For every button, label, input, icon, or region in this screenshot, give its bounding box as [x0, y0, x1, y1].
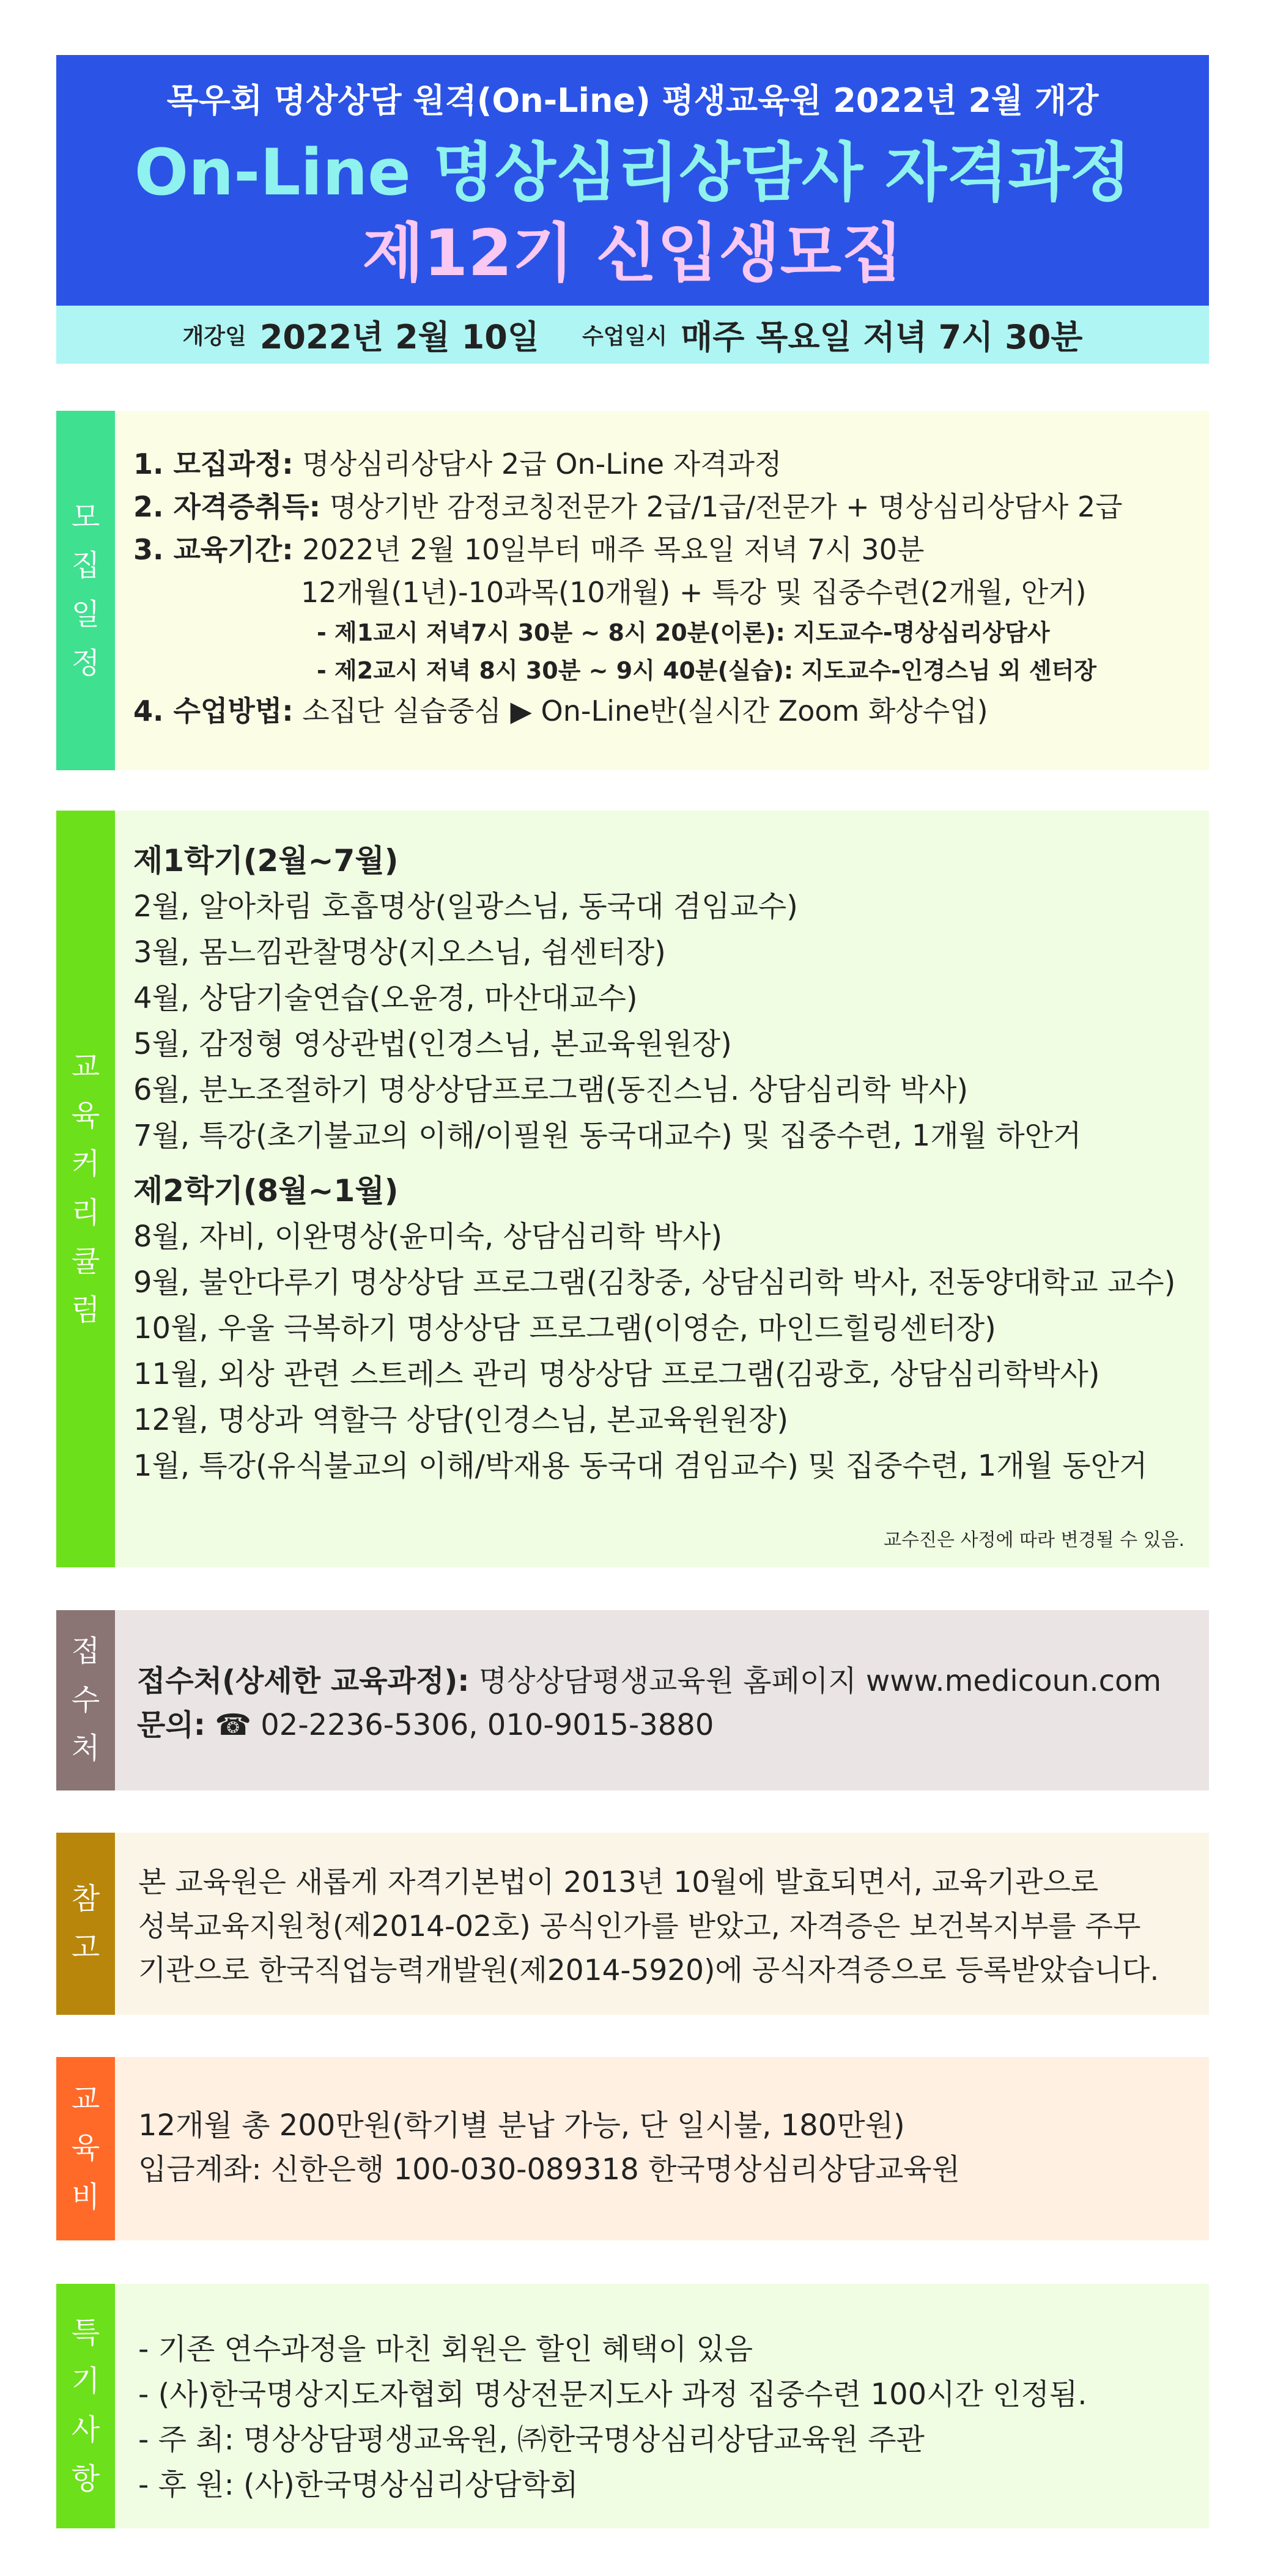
curriculum-content	[115, 811, 1209, 1567]
reference-line: 성북교육지원청(제2014-02호) 공식인가를 받았고, 자격증은 보건복지부를 주무	[138, 1910, 1141, 1943]
class-time-label: 수업일시	[582, 324, 668, 349]
reference-side-label: 참 고	[56, 1833, 115, 2015]
curriculum-side-label: 교 육 커 리 큘 럼	[56, 811, 115, 1567]
header-banner	[56, 55, 1209, 306]
list-item: 2월, 알아차림 호흡명상(일광스님, 동국대 겸임교수)	[133, 889, 798, 924]
list-item: 8월, 자비, 이완명상(윤미숙, 상담심리학 박사)	[133, 1220, 723, 1254]
reference-line: 기관으로 한국직업능력개발원(제2014-5920)에 공식자격증으로 등록받았습니다.	[138, 1954, 1159, 1987]
list-item: - 기존 연수과정을 마친 회원은 할인 혜택이 있음	[138, 2332, 753, 2366]
recruit-schedule-section	[56, 411, 1209, 770]
header-subtitle: 목우회 명상상담 원격(On-Line) 평생교육원 2022년 2월 개강	[166, 81, 1099, 120]
list-item: 11월, 외상 관련 스트레스 관리 명상상담 프로그램(김광호, 상담심리학박사)	[133, 1357, 1100, 1391]
apply-contact-row: 문의: ☎ 02-2236-5306, 010-9015-3880	[137, 1708, 714, 1742]
tuition-side-label: 교 육 비	[56, 2057, 115, 2240]
recruit-content	[115, 411, 1209, 770]
course-row: 1. 모집과정: 명상심리상담사 2급 On-Line 자격과정	[133, 447, 782, 480]
tuition-content	[115, 2057, 1209, 2240]
list-item: 10월, 우울 극복하기 명상상담 프로그램(이영순, 마인드힐링센터장)	[133, 1311, 996, 1345]
list-item: 6월, 분노조절하기 명상상담프로그램(동진스님. 상담심리학 박사)	[133, 1073, 969, 1107]
apply-place-row: 접수처(상세한 교육과정): 명상상담평생교육원 홈페이지 www.medicoun.com	[137, 1664, 1162, 1698]
header-title: On-Line 명상심리상담사 자격과정	[134, 135, 1131, 210]
class2-detail: - 제2교시 저녁 8시 30분 ~ 9시 40분(실습): 지도교수-인경스님 외 센터장	[317, 657, 1096, 684]
list-item: - 주 최: 명상상담평생교육원, ㈜한국명상심리상담교육원 주관	[138, 2423, 925, 2457]
list-item: 3월, 몸느낌관찰명상(지오스님, 쉼센터장)	[133, 935, 666, 970]
term2-title: 제2학기(8월~1월)	[133, 1173, 399, 1209]
header-recruit-title: 제12기 신입생모집	[362, 216, 903, 290]
list-item: - (사)한국명상지도자협회 명상전문지도사 과정 집중수련 100시간 인정됨.	[138, 2377, 1087, 2412]
reference-content	[115, 1833, 1209, 2015]
schedule-bar	[56, 306, 1209, 364]
method-row: 4. 수업방법: 소집단 실습중심 ▶ On-Line반(실시간 Zoom 화상수업)	[133, 694, 988, 727]
tuition-section	[56, 2057, 1209, 2240]
apply-side-label: 접 수 처	[56, 1610, 115, 1790]
term1-title: 제1학기(2월~7월)	[133, 843, 399, 878]
class1-detail: - 제1교시 저녁7시 30분 ~ 8시 20분(이론): 지도교수-명상심리상담사	[317, 619, 1050, 646]
reference-section	[56, 1833, 1209, 2015]
recruit-side-label: 모 집 일 정	[56, 411, 115, 770]
list-item: - 후 원: (사)한국명상심리상담학회	[138, 2468, 578, 2502]
special-content	[115, 2284, 1209, 2528]
list-item: 9월, 불안다루기 명상상담 프로그램(김창중, 상담심리학 박사, 전동양대학교 교수)	[133, 1265, 1176, 1300]
curriculum-section	[56, 811, 1209, 1567]
phone-numbers: ☎ 02-2236-5306, 010-9015-3880	[205, 1708, 714, 1742]
tuition-fee: 12개월 총 200만원(학기별 분납 가능, 단 일시불, 180만원)	[138, 2108, 905, 2143]
apply-section	[56, 1610, 1209, 1790]
cert-row: 2. 자격증취득: 명상기반 감정코칭전문가 2급/1급/전문가 + 명상심리상담사 2급	[133, 490, 1123, 523]
special-notes-section	[56, 2284, 1209, 2528]
apply-content	[115, 1610, 1209, 1790]
list-item: 4월, 상담기술연습(오윤경, 마산대교수)	[133, 981, 638, 1015]
reference-line: 본 교육원은 새롭게 자격기본법이 2013년 10월에 발효되면서, 교육기관으로	[138, 1866, 1099, 1899]
list-item: 1월, 특강(유식불교의 이해/박재용 동국대 겸임교수) 및 집중수련, 1개월 동안거	[133, 1449, 1148, 1483]
list-item: 5월, 감정형 영상관법(인경스님, 본교육원원장)	[133, 1027, 732, 1061]
curriculum-note: 교수진은 사정에 따라 변경될 수 있음.	[884, 1529, 1185, 1551]
period-row: 3. 교육기간: 2022년 2월 10일부터 매주 목요일 저녁 7시 30분	[133, 533, 925, 566]
tuition-account: 입금계좌: 신한은행 100-030-089318 한국명상심리상담교육원	[138, 2152, 961, 2187]
list-item: 12월, 명상과 역할극 상담(인경스님, 본교육원원장)	[133, 1403, 789, 1437]
homepage-link[interactable]: 명상상담평생교육원 홈페이지 www.medicoun.com	[469, 1664, 1162, 1698]
start-label: 개강일	[182, 324, 246, 349]
start-value: 2022년 2월 10일	[259, 318, 539, 356]
special-side-label: 특 기 사 항	[56, 2284, 115, 2528]
list-item: 7월, 특강(초기불교의 이해/이필원 동국대교수) 및 집중수련, 1개월 하안거	[133, 1119, 1082, 1153]
period-detail: 12개월(1년)-10과목(10개월) + 특강 및 집중수련(2개월, 안거)	[301, 576, 1087, 609]
class-time-value: 매주 목요일 저녁 7시 30분	[681, 318, 1083, 356]
